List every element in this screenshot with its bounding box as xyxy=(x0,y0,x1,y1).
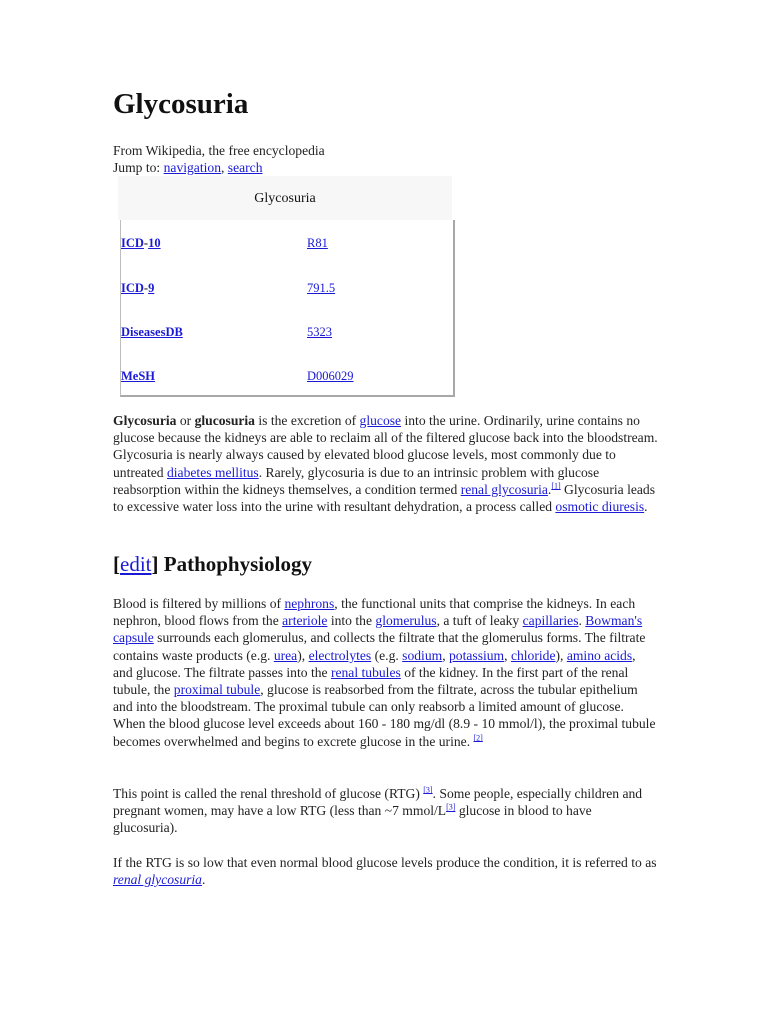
bowmans-capsule-link[interactable]: Bowman's capsule xyxy=(113,613,643,646)
infobox-caption: Glycosuria xyxy=(118,176,452,220)
text: into the xyxy=(327,613,376,629)
potassium-link[interactable]: potassium xyxy=(449,647,505,663)
text: . xyxy=(644,499,648,515)
text: , glucose is reabsorbed from the filtrate, across the tubular epithelium and into the bloodstream. The proximal tubule can only reabsorb a limited amount of glucose. When the blood glucose level exceeds about 160 - 180 mg/dl (8.9 - 10 mmol/l), the proximal tubule becomes overwhelmed and begins to excrete glucose in the urine. xyxy=(113,682,656,749)
reference-link-2[interactable]: [2] xyxy=(473,733,483,743)
text: This point is called the renal threshold of glucose (RTG) xyxy=(113,786,424,801)
text: , xyxy=(442,647,449,663)
intro-paragraph xyxy=(113,412,658,515)
text: . Some people, especially children and pregnant women, may have a low RTG (less than ~7 mmol/L xyxy=(113,786,643,819)
mesh-link[interactable]: MeSH xyxy=(121,369,156,383)
diabetes-mellitus-link[interactable]: diabetes mellitus xyxy=(166,464,259,480)
page-title: Glycosuria xyxy=(113,88,249,120)
infobox-row-icd10 xyxy=(121,236,451,252)
electrolytes-link[interactable]: electrolytes xyxy=(308,647,372,663)
infobox xyxy=(118,176,454,396)
text: ), xyxy=(297,647,309,663)
amino-acids-link[interactable]: amino acids xyxy=(566,647,633,663)
text: of the kidney. In the first part of the renal tubule, the xyxy=(113,664,629,698)
diseasesdb-link[interactable]: DiseasesDB xyxy=(121,325,183,339)
glomerulus-link[interactable]: glomerulus xyxy=(375,613,437,629)
text: , a tuft of leaky xyxy=(436,613,523,629)
edit-section-link[interactable]: edit xyxy=(120,552,152,576)
text: or xyxy=(176,413,195,428)
jump-search-link[interactable]: search xyxy=(227,160,263,175)
infobox-key xyxy=(121,325,183,340)
icd10-code-link[interactable]: R81 xyxy=(307,236,328,250)
infobox-row-mesh xyxy=(121,369,451,385)
text: , and glucose. The filtrate passes into the xyxy=(113,647,636,680)
icd-version-link[interactable]: 9 xyxy=(148,281,155,295)
nephrons-link[interactable]: nephrons xyxy=(284,596,335,611)
text: into the urine. Ordinarily, urine contains no glucose because the kidneys are able to reclaim all of the filtered glucose back into the bloodstream. Glycosuria is nearly always caused by elevated blood glucose levels, most commonly due to untreated xyxy=(113,413,658,480)
infobox-key xyxy=(121,369,155,384)
diseasesdb-code-link[interactable]: 5323 xyxy=(307,325,332,339)
text: , the functional units that comprise the kidneys. In each nephron, blood flows from the xyxy=(113,596,636,629)
arteriole-link[interactable]: arteriole xyxy=(282,613,328,629)
text: glucose in blood to have glucosuria). xyxy=(113,803,592,836)
renal-tubules-link[interactable]: renal tubules xyxy=(330,664,401,680)
renal-glycosuria-link[interactable]: renal glycosuria xyxy=(460,481,548,497)
reference-link-1[interactable]: [1] xyxy=(551,481,561,491)
pathophysiology-paragraph xyxy=(113,595,658,750)
term-bold: glucosuria xyxy=(194,413,255,428)
icd9-code-link[interactable]: 791.5 xyxy=(307,281,336,295)
jump-navigation-link[interactable]: navigation xyxy=(163,160,221,175)
renal-glycosuria-link-italic[interactable]: renal glycosuria xyxy=(113,872,202,888)
term-bold: Glycosuria xyxy=(113,413,177,428)
reference-link-3[interactable]: [3] xyxy=(423,785,433,795)
text: If the RTG is so low that even normal blood glucose levels produce the condition, it is referred to as xyxy=(113,855,657,870)
osmotic-diuresis-link[interactable]: osmotic diuresis xyxy=(555,499,645,515)
text: is the excretion of xyxy=(254,413,360,428)
infobox-key xyxy=(121,236,161,251)
infobox-row-icd9 xyxy=(121,281,451,297)
key-dash: - xyxy=(143,281,149,295)
sodium-link[interactable]: sodium xyxy=(402,647,443,663)
glucose-link[interactable]: glucose xyxy=(359,413,402,428)
text: , xyxy=(504,647,511,663)
chloride-link[interactable]: chloride xyxy=(510,647,556,663)
text: . Rarely, glycosuria is due to an intrinsic problem with glucose reabsorption within the kidneys themselves, a condition termed xyxy=(113,464,600,497)
rtg-paragraph xyxy=(113,785,658,837)
text: surrounds each glomerulus, and collects the filtrate that the glomerulus forms. The filtrate contains waste products (e.g. xyxy=(113,630,646,663)
text: . xyxy=(201,872,206,888)
infobox-key xyxy=(121,281,154,296)
bracket: [ xyxy=(113,552,120,576)
bracket: ] xyxy=(151,552,159,576)
icd-link[interactable]: ICD xyxy=(121,281,144,295)
key-dash: - xyxy=(143,236,149,250)
capillaries-link[interactable]: capillaries xyxy=(522,613,579,629)
jump-links xyxy=(113,159,263,176)
reference-link-3b[interactable]: [3] xyxy=(446,802,456,812)
proximal-tubule-link[interactable]: proximal tubule xyxy=(173,682,261,698)
mesh-code-link[interactable]: D006029 xyxy=(307,369,354,383)
icd-link[interactable]: ICD xyxy=(121,236,144,250)
section-title: Pathophysiology xyxy=(158,552,312,576)
jump-sep: , xyxy=(221,160,228,175)
text: . xyxy=(578,613,586,629)
text: ), xyxy=(555,647,567,663)
renal-glycosuria-paragraph xyxy=(113,854,658,888)
text: . xyxy=(547,481,552,497)
urea-link[interactable]: urea xyxy=(273,647,298,663)
jump-prefix: Jump to: xyxy=(113,160,164,175)
text: Glycosuria leads to excessive water loss into the urine with resultant dehydration, a process called xyxy=(113,481,656,515)
text: (e.g. xyxy=(371,647,403,663)
infobox-row-diseasesdb xyxy=(121,325,451,341)
text: Blood is filtered by millions of xyxy=(113,596,285,611)
site-sub: From Wikipedia, the free encyclopedia xyxy=(113,143,325,158)
icd-version-link[interactable]: 10 xyxy=(148,236,161,250)
section-heading-pathophysiology xyxy=(113,552,312,577)
